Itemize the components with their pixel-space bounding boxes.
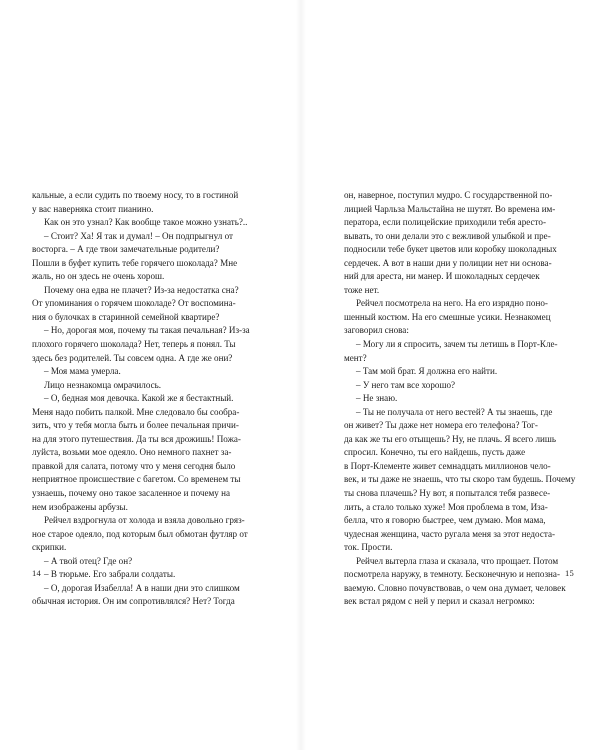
text-line: – О, бедная моя девочка. Какой же я бестактный.	[44, 393, 234, 404]
text-line: ток. Прости.	[344, 542, 393, 553]
text-line: подносили тебе букет цветов или коробку шоколадных	[344, 244, 557, 255]
text-line: скрипки.	[32, 542, 67, 553]
page-gutter	[296, 0, 306, 750]
text-line: – Могу ли я спросить, зачем ты летишь в Порт-Кле-	[356, 339, 558, 350]
text-line: нем изображены арбузы.	[32, 501, 128, 512]
left-page-number: 14	[32, 568, 41, 578]
text-line: шенный костюм. На его смешные усики. Незнакомец	[344, 311, 551, 322]
text-line: – А твой отец? Где он?	[44, 555, 133, 566]
text-line: плохого горячего шоколада? Нет, теперь я понял. Ты	[32, 339, 236, 350]
text-line: сердечек. А вот в наши дни у полиции нет ни основа-	[344, 257, 552, 268]
text-line: век, и ты даже не знаешь, что ты скоро там будешь. Почему	[344, 474, 576, 485]
left-page-text	[32, 189, 264, 609]
text-line: спросил. Конечно, ты его найдешь, пусть даже	[344, 447, 526, 458]
text-line: тоже нет.	[344, 284, 380, 295]
text-line: – Ты не получала от него вестей? А ты знаешь, где	[356, 406, 553, 417]
text-line: ния о булочках в старинной семейной квартире?	[32, 311, 220, 322]
text-line: От упоминания о горячем шоколаде? От воспомина-	[32, 298, 236, 309]
text-line: – Но, дорогая моя, почему ты такая печальная? Из-за	[44, 325, 250, 336]
text-line: кальные, а если судить по твоему носу, то в гостиной	[32, 190, 239, 200]
text-line: зить, что у тебя могла быть и более печальная причи-	[32, 420, 239, 431]
text-line: восторга. – А где твои замечательные родители?	[32, 244, 220, 255]
text-line: здесь без родителей. Ты совсем одна. А где же они?	[32, 352, 233, 363]
text-line: Как он это узнал? Как вообще такое можно узнать?..	[44, 217, 248, 228]
text-line: Почему она едва не плачет? Из-за недостатка сна?	[44, 284, 239, 295]
text-line: белла, что я говорю быстрее, чем думаю. Моя мама,	[344, 515, 546, 526]
text-line: Рейчел вытерла глаза и сказала, что прощает. Потом	[356, 555, 559, 566]
text-line: лить, а стало только хуже! Моя проблема в том, Иза-	[344, 501, 548, 512]
text-line: ний для ареста, ни манер. И шоколадных сердечек	[344, 271, 540, 282]
text-line: Пошли в буфет купить тебе горячего шоколада? Мне	[32, 257, 238, 268]
right-page-text	[344, 189, 576, 609]
text-line: посмотрела наружу, в темноту. Бесконечную и непозна-	[344, 569, 560, 580]
text-line: ваемую. Словно почувствовав, о чем она думает, человек	[344, 582, 566, 593]
text-line: ное старое одеяло, под которым был обмотан футляр от	[32, 528, 248, 539]
text-line: у вас наверняка стоит пианино.	[32, 203, 154, 214]
text-line: он живет? Ты даже нет номера его телефона? Тог-	[344, 420, 538, 431]
text-line: – У него там все хорошо?	[356, 379, 456, 390]
text-line: лицией Чарльза Мальстайна не шутят. Во времена им-	[344, 203, 556, 214]
text-line: – В тюрьме. Его забрали солдаты.	[44, 569, 176, 580]
text-line: Рейчел вздрогнула от холода и взяла довольно гряз-	[44, 515, 245, 526]
text-line: мент?	[344, 352, 367, 363]
text-line: – Моя мама умерла.	[44, 366, 121, 377]
right-page-number: 15	[565, 568, 574, 578]
text-line: ты снова плачешь? Ну вот, я попытался тебя развесе-	[344, 488, 551, 499]
text-line: в Порт-Клементе живет семнадцать миллионов чело-	[344, 460, 551, 471]
text-line: луйста, возьми мое одеяло. Оно немного пахнет за-	[32, 447, 232, 458]
text-line: ператора, если полицейские приходили тебя аресто-	[344, 217, 546, 228]
text-line: обычная история. Он им сопротивлялся? Нет? Тогда	[32, 596, 235, 607]
text-line: – Там мой брат. Я должна его найти.	[356, 366, 498, 377]
text-line: Рейчел посмотрела на него. На его изрядно поно-	[356, 298, 548, 309]
text-line: заговорил снова:	[344, 325, 409, 336]
text-line: Лицо незнакомца омрачилось.	[44, 379, 162, 390]
text-line: узнаешь, почему оно такое засаленное и почему на	[32, 488, 230, 499]
text-line: – Стоит? Ха! Я так и думал! – Он подпрыгнул от	[44, 230, 234, 241]
text-line: он, наверное, поступил мудро. С государственной по-	[344, 190, 553, 200]
text-line: да как же ты его отыщешь? Ну, не плачь. Я всего лишь	[344, 433, 557, 444]
text-line: вывать, то они делали это с вежливой улыбкой и пре-	[344, 230, 551, 241]
text-line: на для этого путешествия. Да ты вся дрожишь! Пожа-	[32, 433, 241, 444]
text-line: – Не знаю.	[356, 393, 398, 404]
text-line: правкой для салата, потому что у меня сегодня было	[32, 460, 236, 471]
text-line: – О, дорогая Изабелла! А в наши дни это слишком	[44, 582, 240, 593]
text-line: неприятное происшествие с багетом. Со временем ты	[32, 474, 241, 485]
text-line: век встал рядом с ней у перил и сказал негромко:	[344, 596, 535, 607]
text-line: чудесная женщина, часто ругала меня за этот недоста-	[344, 528, 556, 539]
text-line: Меня надо побить палкой. Мне следовало бы сообра-	[32, 406, 240, 417]
text-line: жаль, но он здесь не очень хорош.	[32, 271, 165, 282]
